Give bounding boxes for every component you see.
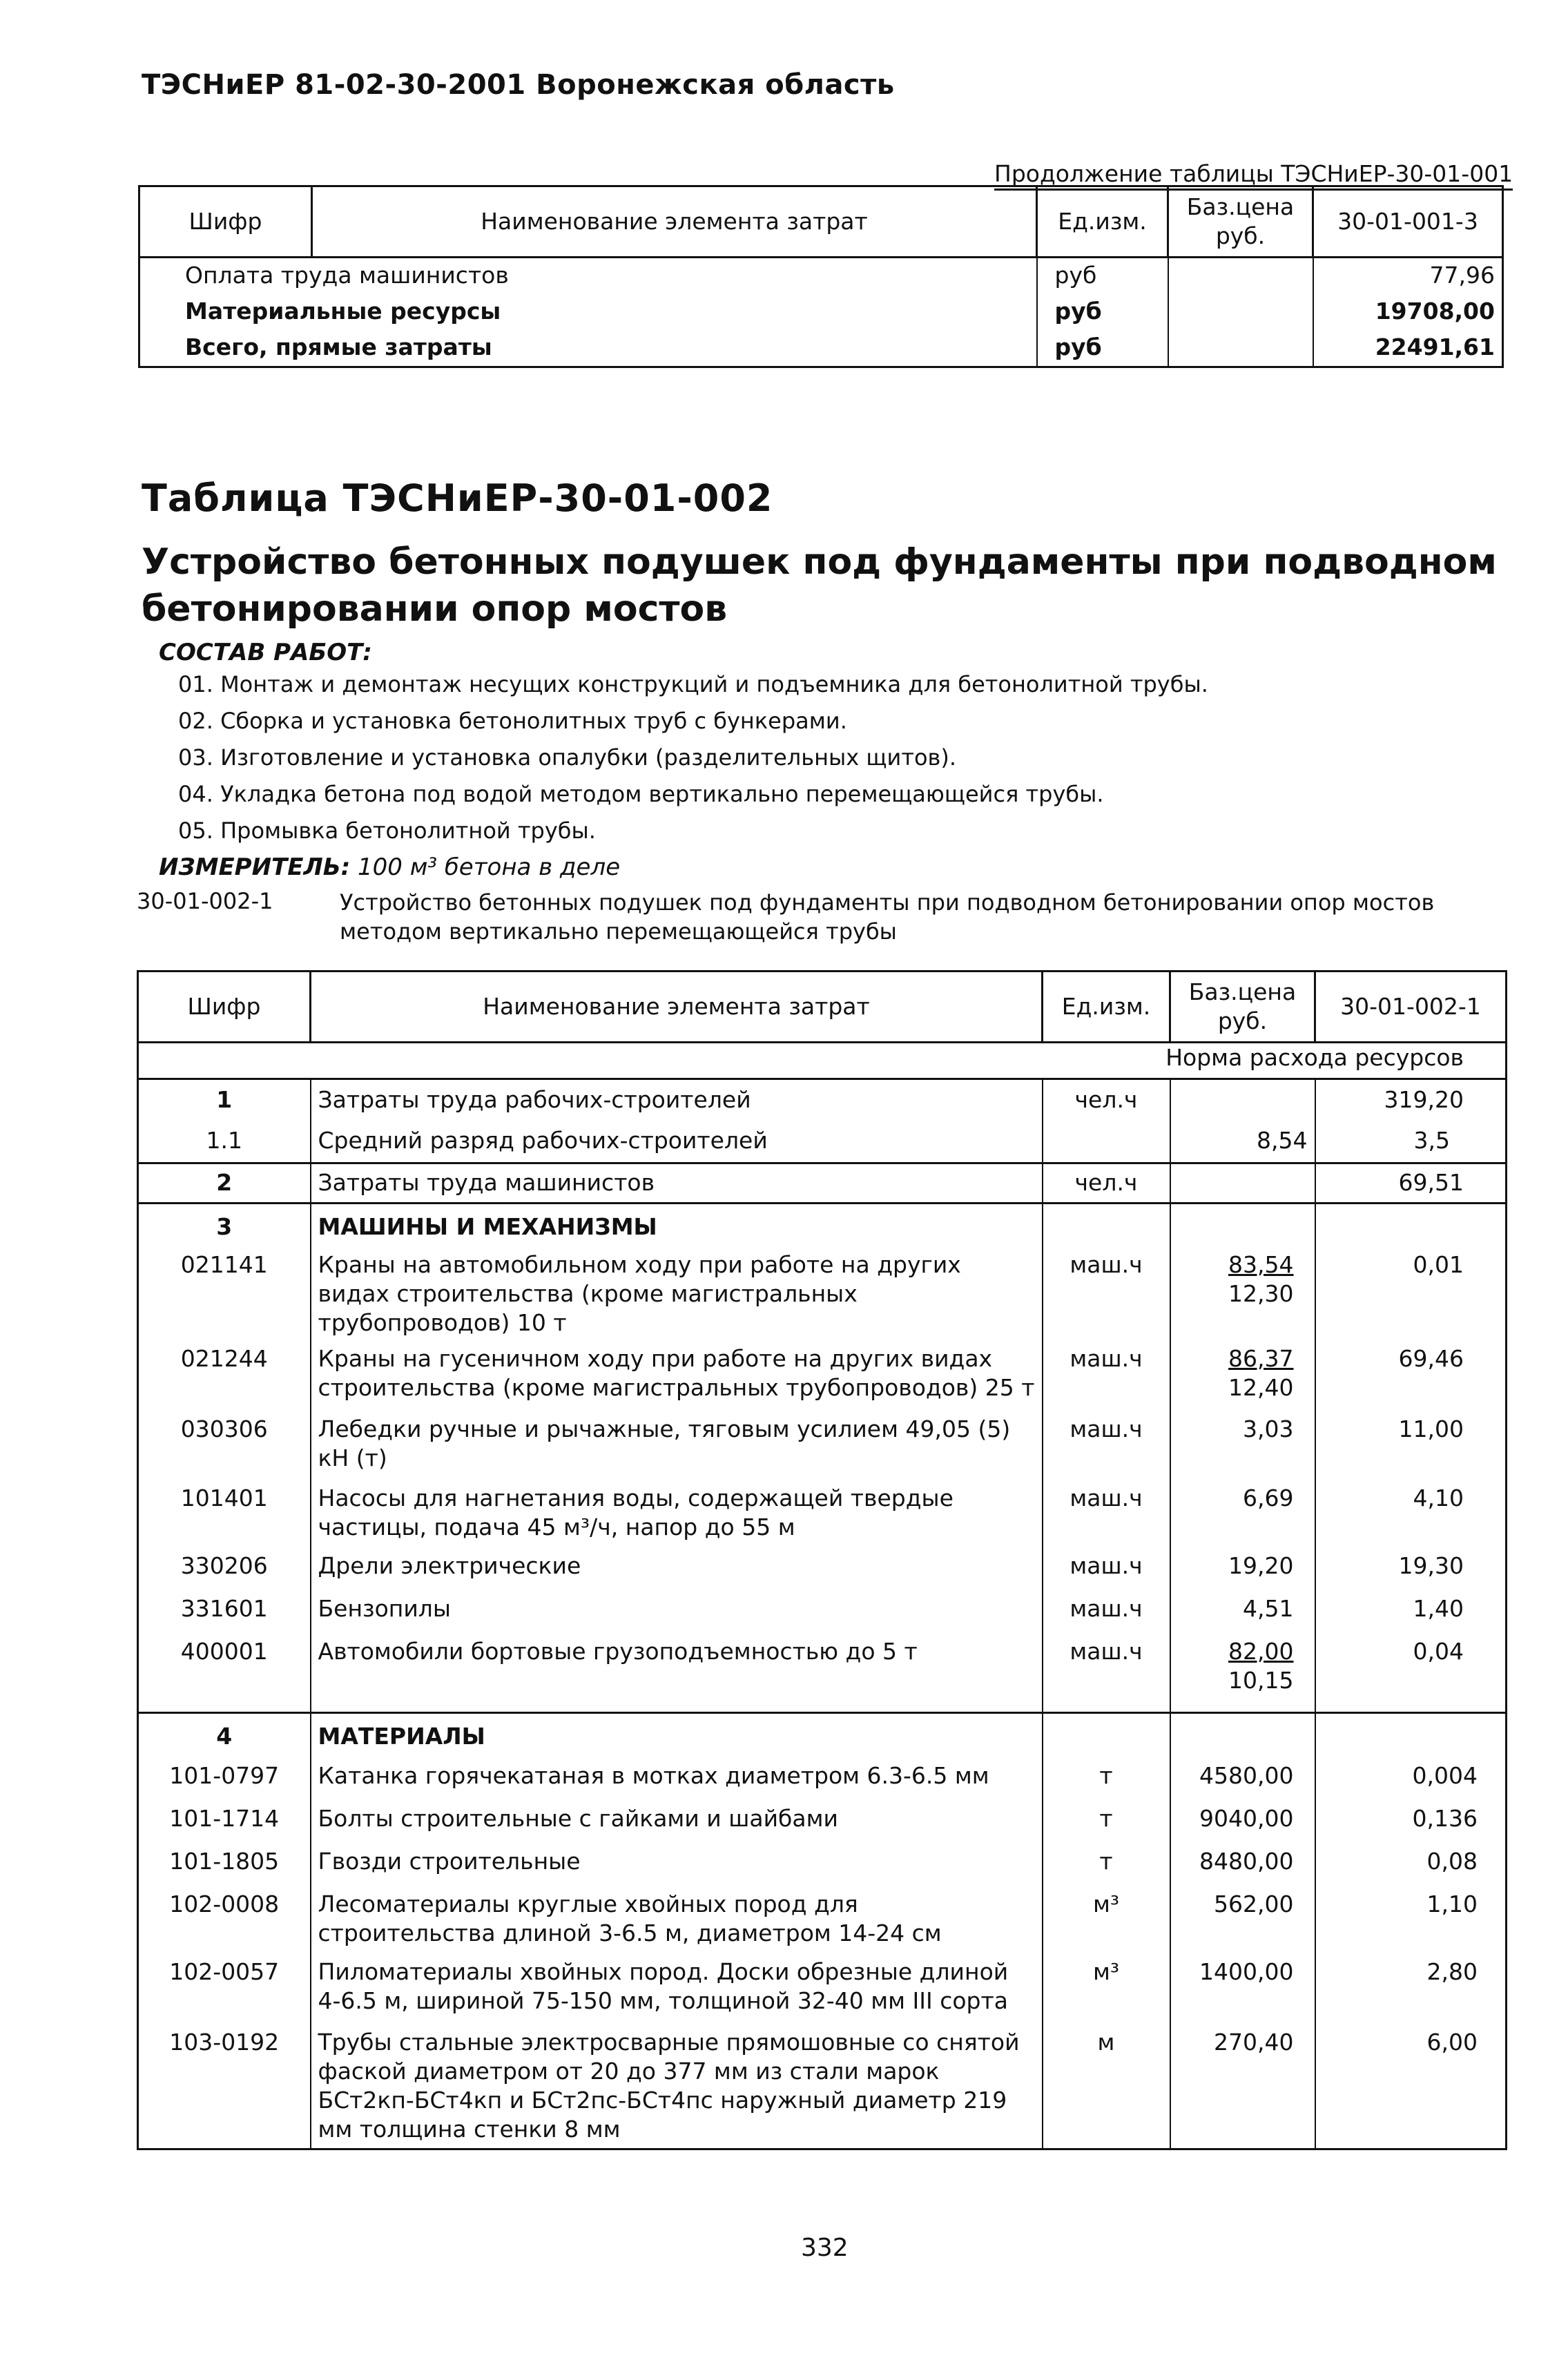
- table-row: [138, 2028, 1507, 2149]
- table-row: [138, 1637, 1507, 1713]
- work-item: 01. Монтаж и демонтаж несущих конструкций и подъемника для бетонолитной трубы.: [178, 671, 1208, 697]
- resource-table: [137, 970, 1507, 2150]
- group-code: 3: [138, 1204, 311, 1250]
- row-value: 0,08: [1315, 1847, 1507, 1890]
- row-unit: т: [1043, 1804, 1170, 1847]
- table-row: [138, 1344, 1507, 1415]
- row-code: 030306: [180, 1415, 268, 1442]
- header-name: Наименование элемента затрат: [312, 186, 1037, 258]
- header-name: Наименование элемента затрат: [311, 972, 1043, 1043]
- table-row: [138, 1079, 1507, 1121]
- row-unit: маш.ч: [1043, 1594, 1170, 1637]
- row-unit: маш.ч: [1043, 1484, 1170, 1552]
- row-name: Краны на автомобильном ходу при работе на других видах строительства (кроме магистральных трубопроводов) 10 т: [311, 1250, 1043, 1344]
- row-code: 331601: [180, 1594, 268, 1622]
- row-value: 19708,00: [1313, 294, 1503, 330]
- group-name: МАТЕРИАЛЫ: [311, 1713, 1043, 1761]
- row-name: Автомобили бортовые грузоподъемностью до 5 т: [311, 1637, 1043, 1713]
- table-subtitle: Устройство бетонных подушек под фундаменты при подводном бетонировании опор мостов: [142, 541, 1497, 630]
- row-code: 101401: [180, 1484, 268, 1511]
- row-code: 1: [216, 1086, 233, 1113]
- row-value: 11,00: [1315, 1415, 1507, 1484]
- row-price: [1170, 1079, 1315, 1121]
- row-value: 77,96: [1313, 258, 1503, 295]
- work-item: 02. Сборка и установка бетонолитных труб с бункерами.: [178, 708, 847, 734]
- row-unit: [1043, 1121, 1170, 1163]
- row-code: 330206: [180, 1552, 268, 1579]
- work-item: 04. Укладка бетона под водой методом вертикально перемещающейся трубы.: [178, 781, 1104, 807]
- row-price: 86,37: [1228, 1344, 1294, 1372]
- row-value: 2,80: [1315, 1958, 1507, 2028]
- table-row: [138, 1484, 1507, 1552]
- row-price: 19,20: [1170, 1552, 1315, 1594]
- row-name: Лебедки ручные и рычажные, тяговым усилием 49,05 (5) кН (т): [311, 1415, 1043, 1484]
- row-value: 0,01: [1315, 1250, 1507, 1344]
- row-value: 22491,61: [1313, 330, 1503, 367]
- table-row: [138, 1890, 1507, 1958]
- row-price: 562,00: [1170, 1890, 1315, 1958]
- row-unit: маш.ч: [1043, 1344, 1170, 1415]
- header-id: 30-01-001-3: [1313, 186, 1503, 258]
- row-unit: руб: [1037, 294, 1168, 330]
- row-name: Насосы для нагнетания воды, содержащей твердые частицы, подача 45 м³/ч, напор до 55 м: [311, 1484, 1043, 1552]
- row-unit: руб: [1037, 258, 1168, 295]
- table-row: [138, 1804, 1507, 1847]
- resource-table-header: [138, 972, 1507, 1043]
- row-code: 101-1714: [169, 1804, 280, 1832]
- row-code: 021244: [180, 1344, 268, 1372]
- header-id: 30-01-002-1: [1315, 972, 1507, 1043]
- row-code: 400001: [180, 1637, 268, 1665]
- row-name: Гвозди строительные: [311, 1847, 1043, 1890]
- row-price: [1170, 1163, 1315, 1204]
- group-row-machines: [138, 1204, 1507, 1250]
- row-name: Дрели электрические: [311, 1552, 1043, 1594]
- row-unit: чел.ч: [1043, 1163, 1170, 1204]
- row-value: 1,10: [1315, 1890, 1507, 1958]
- row-price: 4,51: [1170, 1594, 1315, 1637]
- row-name: Краны на гусеничном ходу при работе на других видах строительства (кроме магистральных трубопроводов) 25 т: [311, 1344, 1043, 1415]
- row-value: 3,5: [1315, 1121, 1507, 1163]
- group-name: МАШИНЫ И МЕХАНИЗМЫ: [311, 1204, 1043, 1250]
- header-code: Шифр: [139, 186, 312, 258]
- row-price: 4580,00: [1170, 1761, 1315, 1804]
- row-price: 6,69: [1170, 1484, 1315, 1552]
- row-code: 021141: [180, 1250, 268, 1278]
- row-code: 103-0192: [169, 2028, 280, 2056]
- row-unit: чел.ч: [1043, 1079, 1170, 1121]
- norm-label: Норма расхода ресурсов: [138, 1043, 1507, 1079]
- row-unit: м: [1043, 2028, 1170, 2149]
- header-unit: Ед.изм.: [1037, 186, 1168, 258]
- row-name: Всего, прямые затраты: [185, 334, 492, 360]
- table-row: [139, 294, 1503, 330]
- row-name: Средний разряд рабочих-строителей: [311, 1121, 1043, 1163]
- row-price-secondary: 12,30: [1228, 1279, 1294, 1307]
- group-row-materials: [138, 1713, 1507, 1761]
- row-price-secondary: 10,15: [1228, 1666, 1294, 1694]
- table-row: [138, 1415, 1507, 1484]
- measure-value: 100 м³ бетона в деле: [358, 853, 621, 881]
- row-code: 1.1: [206, 1126, 242, 1154]
- document-header: ТЭСНиЕР 81-02-30-2001 Воронежская область: [142, 69, 895, 101]
- row-unit: руб: [1037, 330, 1168, 367]
- row-name: Лесоматериалы круглые хвойных пород для строительства длиной 3-6.5 м, диаметром 14-24 см: [311, 1890, 1043, 1958]
- work-item: 03. Изготовление и установка опалубки (разделительных щитов).: [178, 744, 957, 771]
- header-price: Баз.цена руб.: [1168, 186, 1313, 258]
- row-name: Болты строительные с гайками и шайбами: [311, 1804, 1043, 1847]
- row-unit: маш.ч: [1043, 1415, 1170, 1484]
- row-unit: маш.ч: [1043, 1637, 1170, 1713]
- table-row: [138, 1250, 1507, 1344]
- row-value: 1,40: [1315, 1594, 1507, 1637]
- row-price: 82,00: [1228, 1637, 1294, 1665]
- header-code: Шифр: [138, 972, 311, 1043]
- row-code: 101-0797: [169, 1761, 280, 1789]
- row-unit: т: [1043, 1761, 1170, 1804]
- row-value: 19,30: [1315, 1552, 1507, 1594]
- row-value: 0,04: [1315, 1637, 1507, 1713]
- table-row: [138, 1163, 1507, 1204]
- work-item: 05. Промывка бетонолитной трубы.: [178, 818, 596, 844]
- row-price: 83,54: [1228, 1250, 1294, 1278]
- row-unit: м³: [1043, 1958, 1170, 2028]
- table-row: [138, 1958, 1507, 2028]
- row-value: 319,20: [1315, 1079, 1507, 1121]
- row-value: 0,004: [1315, 1761, 1507, 1804]
- norm-description: Устройство бетонных подушек под фундаменты при подводном бетонировании опор мостов методом вертикально перемещающейся трубы: [340, 889, 1435, 945]
- table-title: Таблица ТЭСНиЕР-30-01-002: [142, 476, 773, 520]
- row-value: 69,51: [1315, 1163, 1507, 1204]
- row-unit: т: [1043, 1847, 1170, 1890]
- previous-table: [138, 185, 1504, 368]
- row-price: 270,40: [1170, 2028, 1315, 2149]
- row-code: 102-0057: [169, 1958, 280, 1985]
- row-code: 102-0008: [169, 1890, 280, 1917]
- row-value: 4,10: [1315, 1484, 1507, 1552]
- row-price: 8480,00: [1170, 1847, 1315, 1890]
- row-name: Затраты труда рабочих-строителей: [311, 1079, 1043, 1121]
- row-value: 69,46: [1315, 1344, 1507, 1415]
- row-unit: маш.ч: [1043, 1552, 1170, 1594]
- table-row: [139, 258, 1503, 295]
- table-row: [138, 1594, 1507, 1637]
- row-price: 3,03: [1170, 1415, 1315, 1484]
- row-price: 9040,00: [1170, 1804, 1315, 1847]
- row-unit: м³: [1043, 1890, 1170, 1958]
- header-price: Баз.цена руб.: [1170, 972, 1315, 1043]
- previous-table-header: [139, 186, 1503, 258]
- row-name: Затраты труда машинистов: [311, 1163, 1043, 1204]
- table-row: [138, 1552, 1507, 1594]
- table-row: [139, 330, 1503, 367]
- row-price-secondary: 12,40: [1228, 1373, 1294, 1401]
- norm-row: [138, 1043, 1507, 1079]
- norm-code: 30-01-002-1: [137, 888, 273, 914]
- group-code: 4: [138, 1713, 311, 1761]
- row-code: 101-1805: [169, 1847, 280, 1875]
- row-name: Катанка горячекатаная в мотках диаметром 6.3-6.5 мм: [311, 1761, 1043, 1804]
- measure-label: ИЗМЕРИТЕЛЬ:: [159, 853, 351, 881]
- continuation-caption: Продолжение таблицы ТЭСНиЕР-30-01-001: [994, 160, 1513, 191]
- page-number: 332: [801, 2234, 849, 2262]
- row-price: 8,54: [1170, 1121, 1315, 1163]
- row-name: Пиломатериалы хвойных пород. Доски обрезные длиной 4-6.5 м, шириной 75-150 мм, толщиной 32-40 мм III сорта: [311, 1958, 1043, 2028]
- table-row: [138, 1847, 1507, 1890]
- row-name: Оплата труда машинистов: [185, 262, 509, 289]
- row-price: 1400,00: [1170, 1958, 1315, 2028]
- row-value: 0,136: [1315, 1804, 1507, 1847]
- table-row: [138, 1121, 1507, 1163]
- row-name: Бензопилы: [311, 1594, 1043, 1637]
- row-name: Трубы стальные электросварные прямошовные со снятой фаской диаметром от 20 до 377 мм из стали марок БСт2кп-БСт4кп и БСт2пс-БСт4пс наружный диаметр 219 мм толщина стенки 8 мм: [311, 2028, 1043, 2149]
- row-value: 6,00: [1315, 2028, 1507, 2149]
- row-code: 2: [138, 1163, 311, 1204]
- row-name: Материальные ресурсы: [185, 298, 501, 325]
- measure: [159, 853, 620, 881]
- table-row: [138, 1761, 1507, 1804]
- header-unit: Ед.изм.: [1043, 972, 1170, 1043]
- work-composition-label: СОСТАВ РАБОТ:: [159, 639, 372, 666]
- row-unit: маш.ч: [1043, 1250, 1170, 1344]
